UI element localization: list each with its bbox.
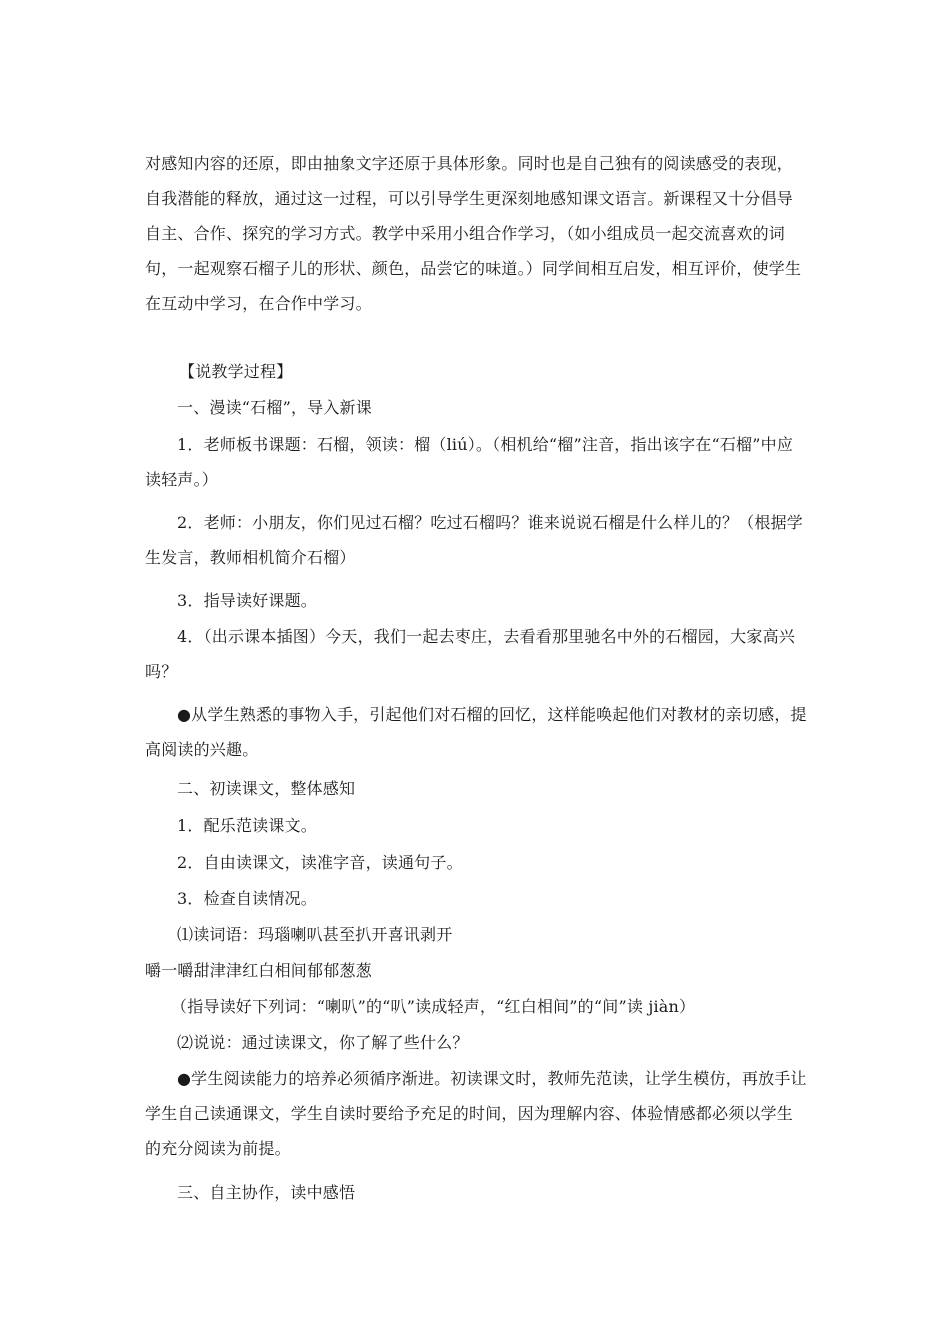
- part3-title: 三、自主协作，读中感悟: [177, 1183, 356, 1202]
- part3-title-block: [145, 1175, 807, 1211]
- part1-item3-block: [145, 583, 807, 619]
- part1-item2-text: 2．老师：小朋友，你们见过石榴？吃过石榴吗？谁来说说石榴是什么样儿的？（根据学生发言，教师相机简介石榴）: [145, 513, 803, 567]
- part2-item2-block: [145, 845, 807, 881]
- part1-item2: [145, 505, 807, 575]
- part2-note-text: ●学生阅读能力的培养必须循序渐进。初读课文时，教师先范读，让学生模仿，再放手让学生自己读通课文，学生自读时要给予充足的时间，因为理解内容、体验情感都必须以学生的充分阅读为前提。: [145, 1069, 807, 1158]
- part1-note-text: ●从学生熟悉的事物入手，引起他们对石榴的回忆，这样能唤起他们对教材的亲切感，提高阅读的兴趣。: [145, 705, 807, 759]
- part2-item1-block: [145, 808, 807, 844]
- part1-item4-text: 4．（出示课本插图）今天，我们一起去枣庄，去看看那里驰名中外的石榴园，大家高兴吗？: [145, 627, 795, 681]
- part2-item3-block: [145, 881, 807, 917]
- part2-sub1-cont: 嚼一嚼甜津津红白相间郁郁葱葱: [145, 961, 372, 980]
- part1-item1-block: [145, 427, 807, 497]
- part1-note: [145, 697, 807, 767]
- part2-item1: 1．配乐范读课文。: [177, 816, 317, 835]
- part2-title-block: [145, 771, 807, 807]
- section-title-block: [145, 354, 807, 390]
- part2-title: 二、初读课文，整体感知: [177, 779, 356, 798]
- part2-sub1: ⑴读词语：玛瑙喇叭甚至扒开喜讯剥开: [177, 925, 453, 944]
- part2-note-block: [145, 1061, 807, 1166]
- part1-item4-block: [145, 619, 807, 689]
- part2-sub1-cont-block: [145, 953, 807, 989]
- part1-title: 一、漫读“石榴”，导入新课: [177, 398, 372, 417]
- part1-item4: [145, 619, 807, 689]
- part1-item1-text: 1．老师板书课题：石榴，领读：榴（liú）。（相机给“榴”注音，指出该字在“石榴”中应读轻声。）: [145, 435, 794, 489]
- part2-sub2: ⑵说说：通过读课文，你了解了些什么？: [177, 1033, 469, 1052]
- part2-item2: 2．自由读课文，读准字音，读通句子。: [177, 853, 463, 872]
- part1-item1: [145, 427, 807, 497]
- part2-item3: 3．检查自读情况。: [177, 889, 317, 908]
- intro-paragraph: 对感知内容的还原，即由抽象文字还原于具体形象。同时也是自己独有的阅读感受的表现，自我潜能的释放，通过这一过程，可以引导学生更深刻地感知课文语言。新课程又十分倡导自主、合作、探究的学习方式。教学中采用小组合作学习，（如小组成员一起交流喜欢的词句，一起观察石榴子儿的形状、颜色，品尝它的味道。）同学间相互启发，相互评价，使学生在互动中学习，在合作中学习。: [145, 154, 802, 313]
- part2-sub1-note-block: [145, 989, 807, 1025]
- part2-sub2-block: [145, 1025, 807, 1061]
- section-title: 【说教学过程】: [179, 362, 293, 381]
- part2-sub1-note: （指导读好下列词：“喇叭”的“叭”读成轻声，“红白相间”的“间”读 jiàn）: [171, 997, 696, 1016]
- part1-title-block: [145, 390, 807, 426]
- part1-item2-block: [145, 505, 807, 575]
- intro-paragraph-block: [145, 146, 807, 321]
- part2-sub1-block: [145, 917, 807, 953]
- part1-item3: 3．指导读好课题。: [177, 591, 317, 610]
- part1-note-block: [145, 697, 807, 767]
- part2-note: [145, 1061, 807, 1166]
